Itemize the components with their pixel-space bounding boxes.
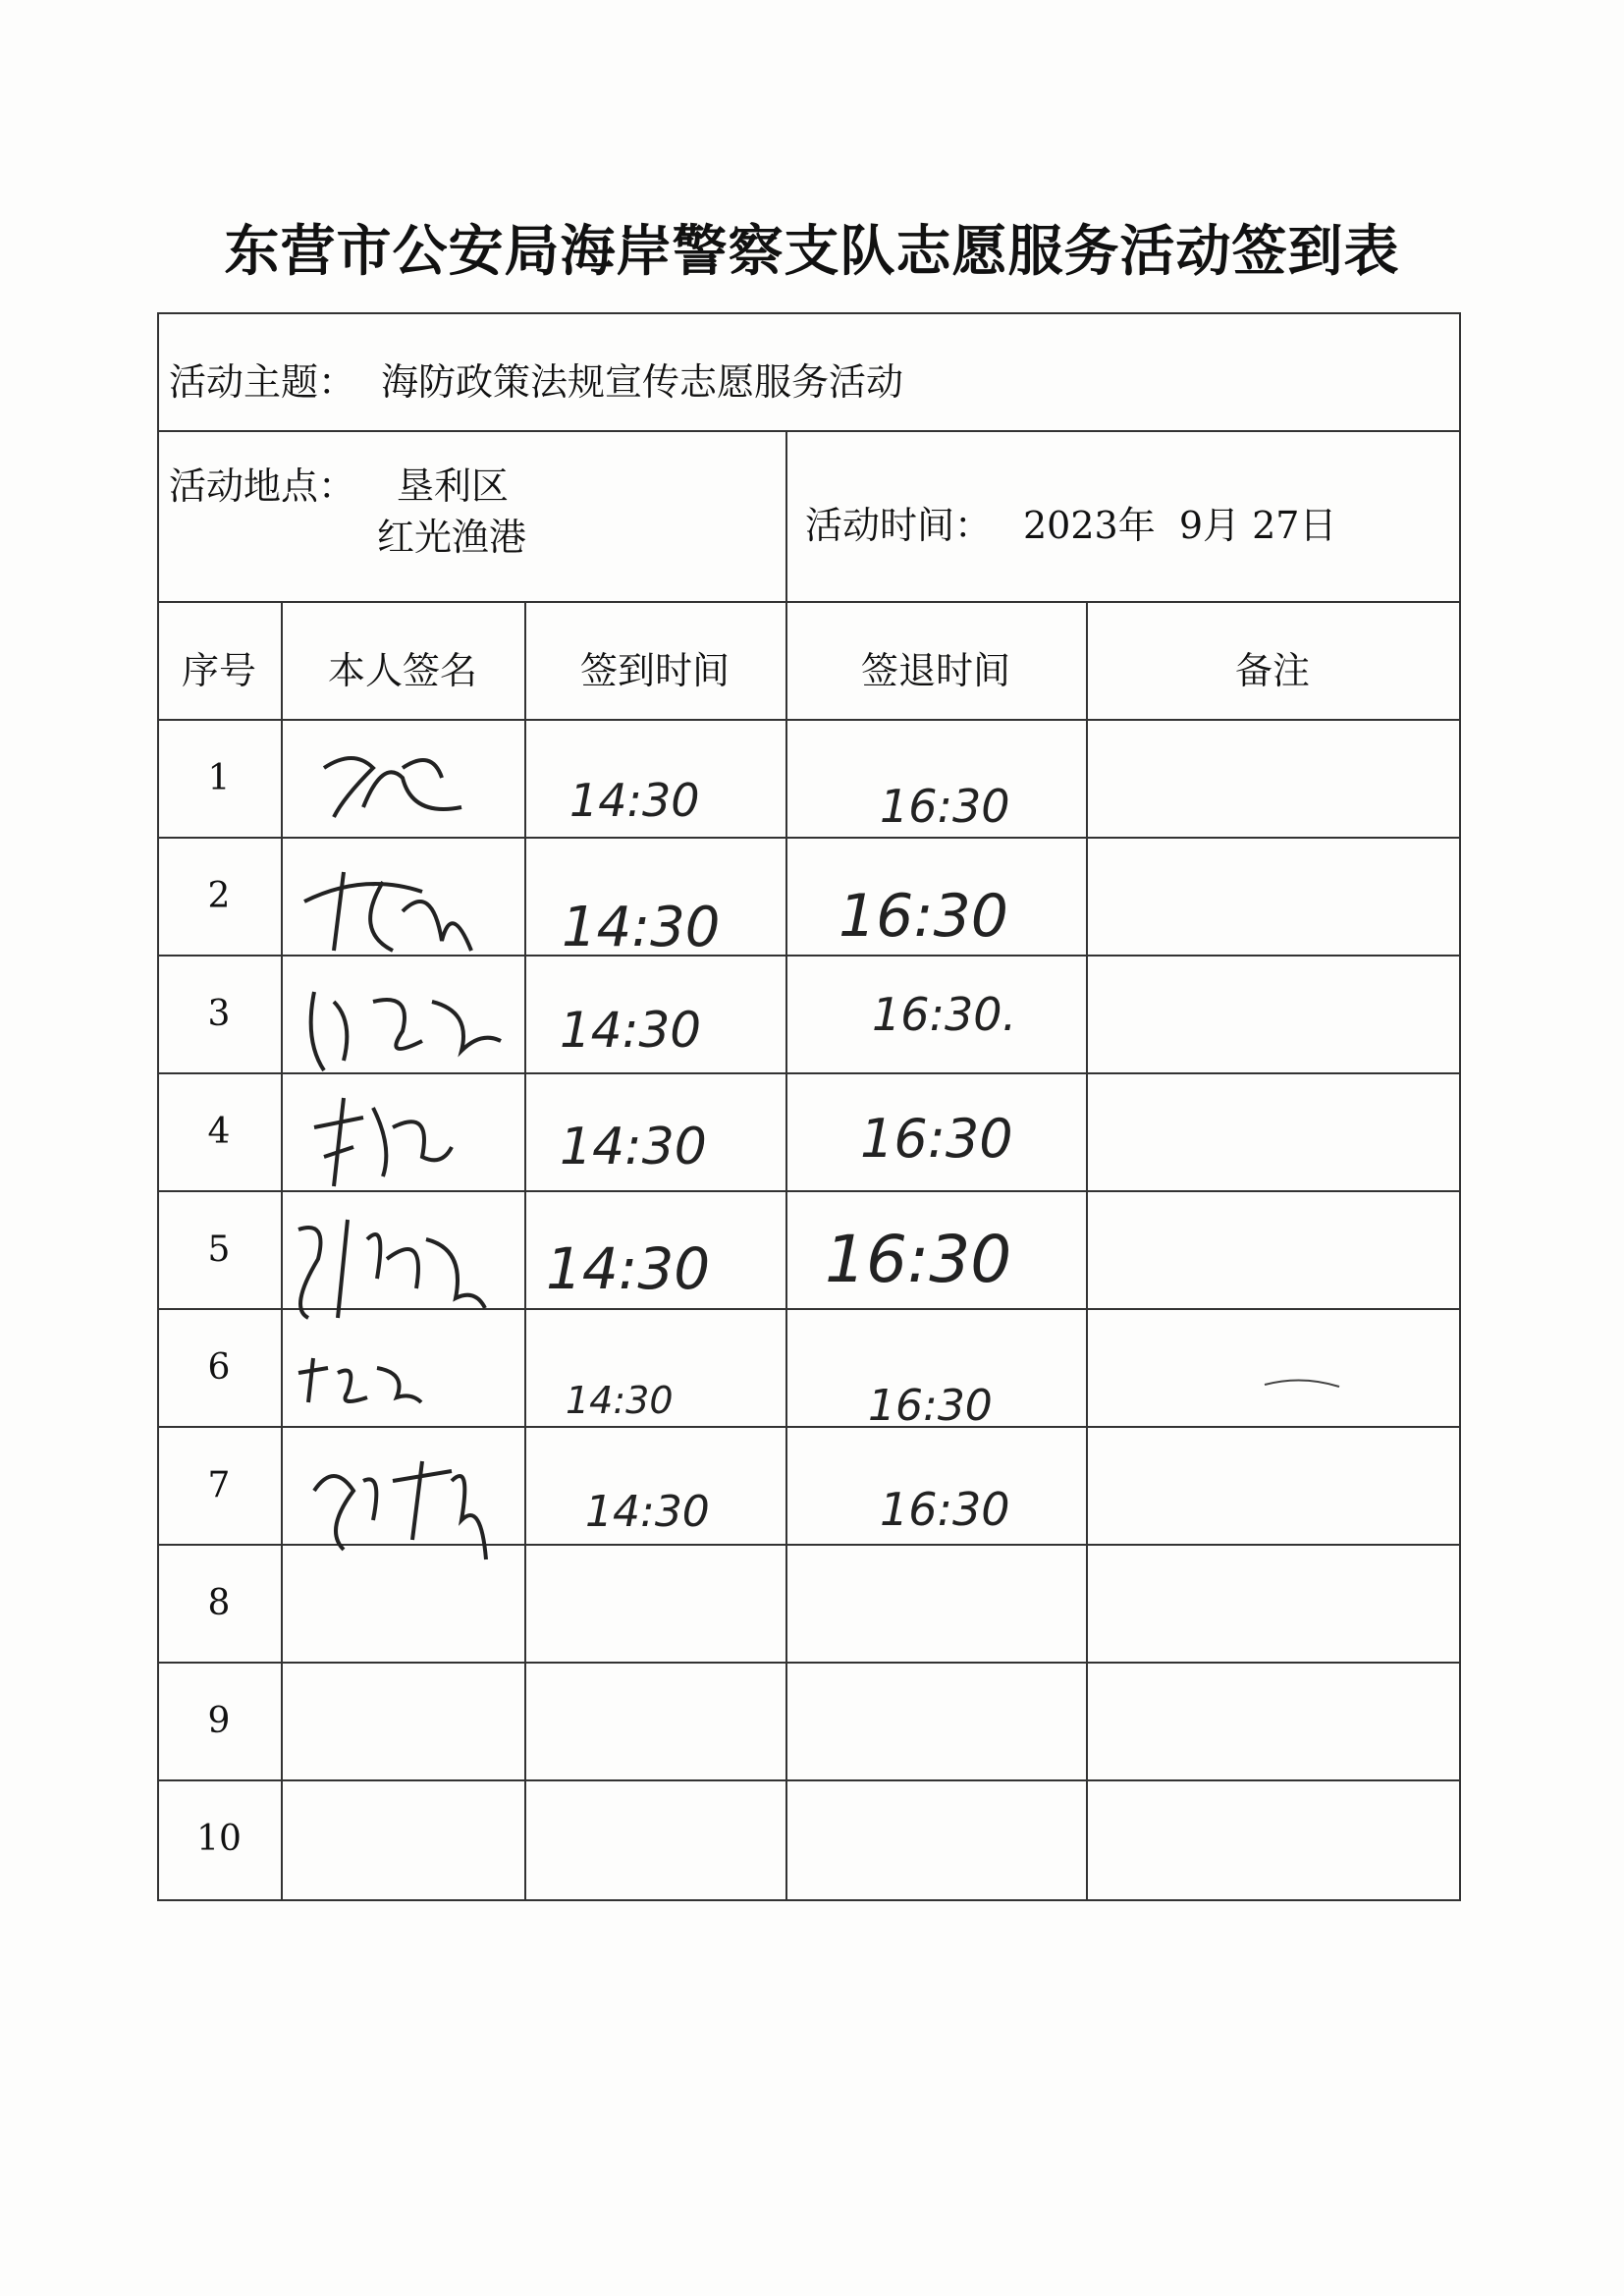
signature-scribble [289,1353,426,1426]
row-number: 8 [207,1583,231,1623]
topic-label: 活动主题： [169,360,356,404]
signout-time: 16:30. [872,988,1017,1041]
rule [157,1779,1459,1781]
row-number: 1 [207,758,231,798]
location-line2: 红光渔港 [377,516,527,559]
signin-time: 14:30 [569,774,700,827]
header-signout-time: 签退时间 [860,649,1010,692]
signin-time: 14:30 [546,1235,711,1302]
row-number: 5 [207,1230,231,1270]
rule [1086,601,1088,1899]
page-title: 东营市公安局海岸警察支队志愿服务活动签到表 [224,220,1400,284]
signout-time: 16:30 [880,1483,1010,1536]
rule [157,312,1459,314]
rule [157,1426,1459,1428]
signature-scribble [285,862,481,964]
rule [157,719,1459,721]
topic-value: 海防政策法规宣传志愿服务活动 [381,360,904,404]
header-signin-time: 签到时间 [579,649,730,692]
row-number: 6 [207,1347,231,1388]
rule [157,312,159,1901]
row-number: 2 [207,876,231,916]
signout-time: 16:30 [860,1108,1013,1170]
row-number: 9 [207,1701,231,1741]
time-value: 2023年 9月 27日 [1023,504,1337,547]
pen-stroke [1263,1373,1341,1396]
rule [157,1662,1459,1664]
signature-scribble [304,1088,461,1200]
rule [157,430,1459,432]
signature-scribble [295,1442,491,1573]
signin-sheet [157,312,1459,1903]
rule [157,837,1459,839]
header-remarks: 备注 [1234,649,1310,692]
location-label: 活动地点： [169,465,356,508]
time-label: 活动时间： [805,504,993,547]
signout-time: 16:30 [880,780,1010,833]
signout-time: 16:30 [868,1381,993,1431]
rule [157,1899,1461,1901]
header-no: 序号 [181,649,256,692]
location-line1: 垦利区 [397,465,510,508]
signin-time: 14:30 [560,1002,702,1059]
signature-scribble [279,1200,495,1332]
signature-scribble [295,972,511,1084]
signout-time: 16:30 [825,1222,1012,1297]
rule [1459,312,1461,1901]
header-signature: 本人签名 [327,649,477,692]
signin-time: 14:30 [560,1118,707,1176]
signature-scribble [314,738,471,831]
rule [524,601,526,1899]
rule [157,601,1459,603]
signout-time: 16:30 [839,882,1008,951]
signin-time: 14:30 [562,896,721,959]
row-number: 3 [207,994,231,1034]
row-number: 7 [207,1465,231,1505]
row-number: 4 [207,1112,231,1152]
row-number: 10 [196,1819,242,1859]
signin-time: 14:30 [585,1487,710,1537]
signin-time: 14:30 [566,1379,674,1422]
